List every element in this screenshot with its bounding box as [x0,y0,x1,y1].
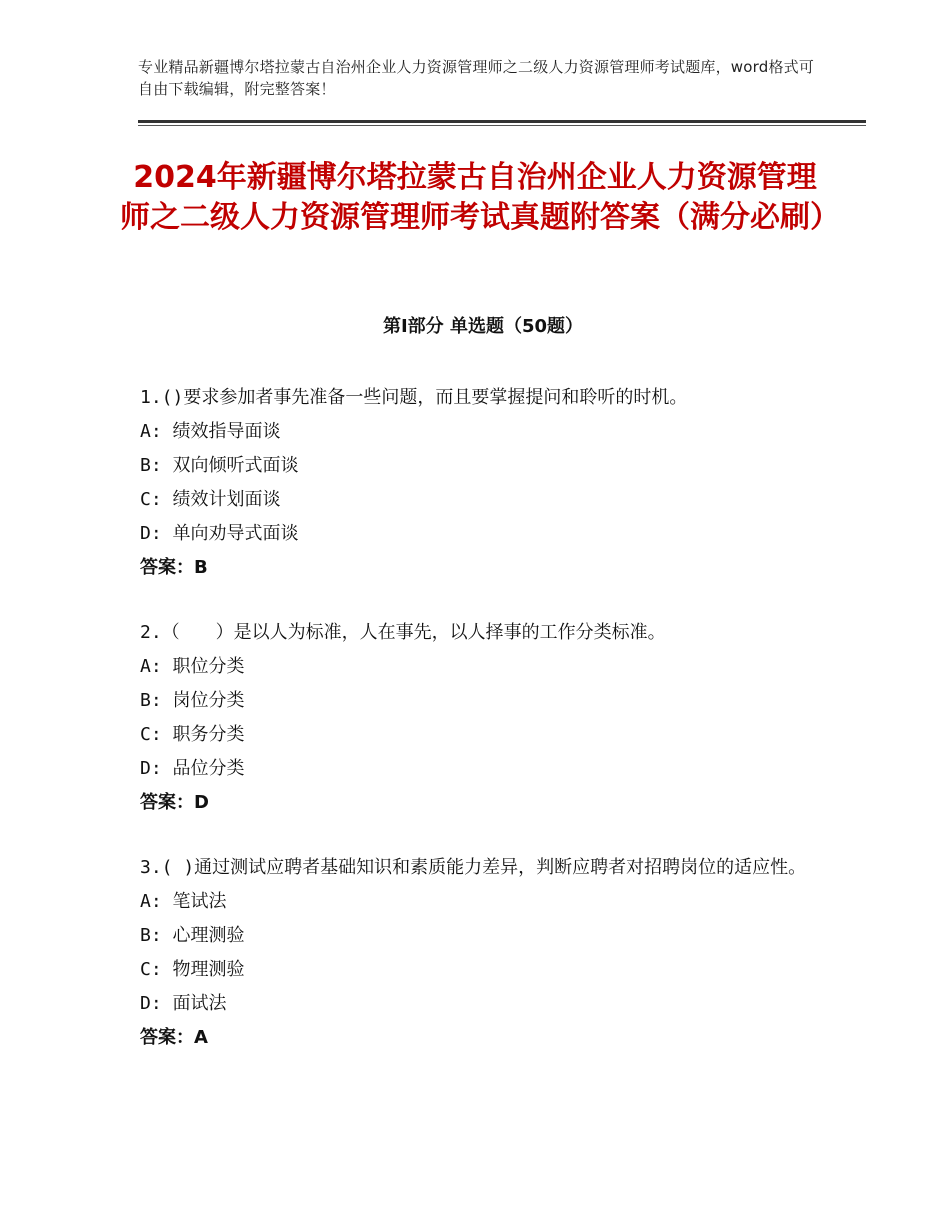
question-2 [140,616,810,820]
option-a: A: 绩效指导面谈 [140,421,281,442]
question-stem: 1.()要求参加者事先准备一些问题，而且要掌握提问和聆听的时机。 [140,387,688,408]
option-b: B: 岗位分类 [140,690,245,711]
answer: 答案：D [140,792,209,813]
question-stem: 2.（ ）是以人为标准，人在事先，以人择事的工作分类标准。 [140,622,666,643]
header-rule-thick [138,120,866,123]
option-c: C: 绩效计划面谈 [140,489,281,510]
header-note: 专业精品新疆博尔塔拉蒙古自治州企业人力资源管理师之二级人力资源管理师考试题库，word格式可自由下载编辑，附完整答案！ [138,58,815,98]
option-b: B: 心理测验 [140,925,245,946]
answer: 答案：A [140,1027,208,1048]
question-list [140,381,810,1086]
option-c: C: 职务分类 [140,724,245,745]
option-a: A: 笔试法 [140,891,227,912]
option-c: C: 物理测验 [140,959,245,980]
document-title: 2024年新疆博尔塔拉蒙古自治州企业人力资源管理师之二级人力资源管理师考试真题附答案（满分必刷） [120,160,840,235]
answer: 答案：B [140,557,208,578]
option-a: A: 职位分类 [140,656,245,677]
option-d: D: 单向劝导式面谈 [140,523,299,544]
question-3 [140,851,810,1055]
option-d: D: 面试法 [140,993,227,1014]
header-rule-thin [138,125,866,126]
section-title: 第Ⅰ部分 单选题（50题） [382,316,583,337]
question-stem: 3.( )通过测试应聘者基础知识和素质能力差异，判断应聘者对招聘岗位的适应性。 [140,857,807,878]
question-1 [140,381,810,585]
option-d: D: 品位分类 [140,758,245,779]
option-b: B: 双向倾听式面谈 [140,455,299,476]
